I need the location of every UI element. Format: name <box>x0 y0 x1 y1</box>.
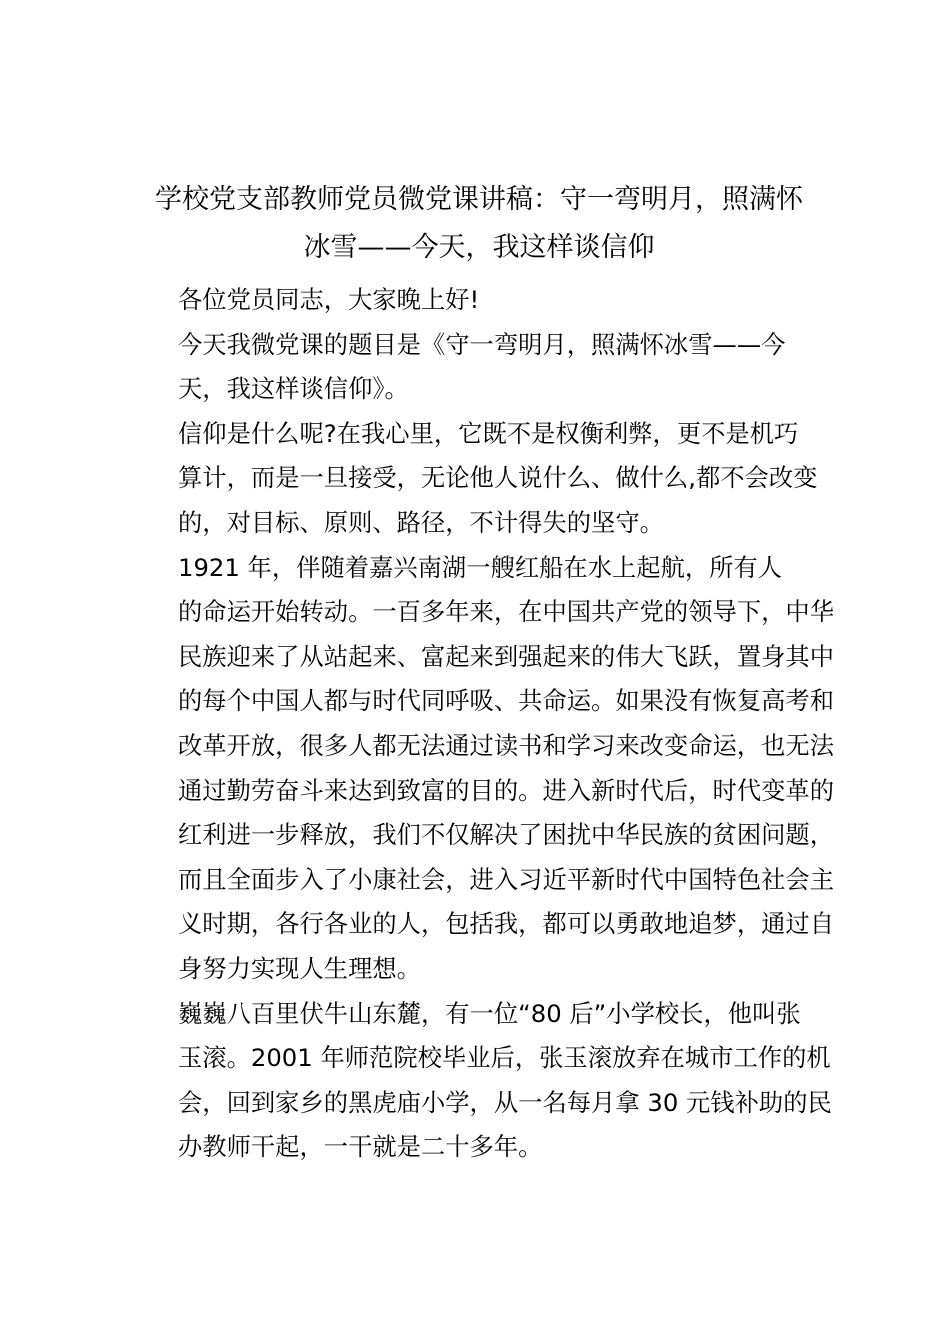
paragraph-line: 通过勤劳奋斗来达到致富的目的。进入新时代后，时代变革的 <box>178 775 835 805</box>
paragraph-line: 的，对目标、原则、路径，不计得失的坚守。 <box>178 507 664 537</box>
paragraph-line: 身努力实现人生理想。 <box>178 953 421 983</box>
paragraph-line: 办教师干起，一干就是二十多年。 <box>178 1132 543 1162</box>
paragraph <box>126 323 832 412</box>
paragraph-line: 会，回到家乡的黑虎庙小学，从一名每月拿 30 元钱补助的民 <box>178 1087 832 1117</box>
paragraph-line: 而且全面步入了小康社会，进入习近平新时代中国特色社会主 <box>178 864 835 894</box>
paragraph <box>126 412 832 546</box>
paragraph-line: 改革开放，很多人都无法通过读书和学习来改变命运，也无法 <box>178 730 835 760</box>
paragraph-line: 民族迎来了从站起来、富起来到强起来的伟大飞跃，置身其中 <box>178 641 835 671</box>
paragraph-line: 的每个中国人都与时代同呼吸、共命运。如果没有恢复高考和 <box>178 686 835 716</box>
paragraph-line: 的命运开始转动。一百多年来，在中国共产党的领导下，中华 <box>178 597 835 627</box>
title-line-2: 冰雪——今天，我这样谈信仰 <box>303 232 655 263</box>
document-title <box>126 176 832 272</box>
paragraph <box>126 546 835 992</box>
paragraph-line: 信仰是什么呢?在我心里，它既不是权衡利弊，更不是机巧 <box>178 418 799 448</box>
paragraph-line: 天，我这样谈信仰》。 <box>178 374 409 404</box>
document-page <box>126 176 835 1170</box>
paragraph-line: 玉滚。2001 年师范院校毕业后，张玉滚放弃在城市工作的机 <box>178 1043 831 1073</box>
paragraph-line: 今天我微党课的题目是《守一弯明月，照满怀冰雪——今 <box>178 329 786 359</box>
paragraph <box>126 992 832 1170</box>
paragraph-line: 各位党员同志，大家晚上好! <box>178 285 480 314</box>
paragraph-line: 算计，而是一旦接受，无论他人说什么、做什么,都不会改变 <box>178 463 818 493</box>
document-body <box>126 278 835 1170</box>
paragraph-line: 巍巍八百里伏牛山东麓，有一位“80 后”小学校长，他叫张 <box>178 998 801 1028</box>
title-line-1: 学校党支部教师党员微党课讲稿：守一弯明月，照满怀 <box>155 184 803 215</box>
paragraph-line: 义时期，各行各业的人，包括我，都可以勇敢地追梦，通过自 <box>178 909 835 939</box>
paragraph-line: 红利进一步释放，我们不仅解决了困扰中华民族的贫困问题， <box>178 820 835 850</box>
paragraph <box>126 278 832 323</box>
paragraph-line: 1921 年，伴随着嘉兴南湖一艘红船在水上起航，所有人 <box>178 552 783 582</box>
